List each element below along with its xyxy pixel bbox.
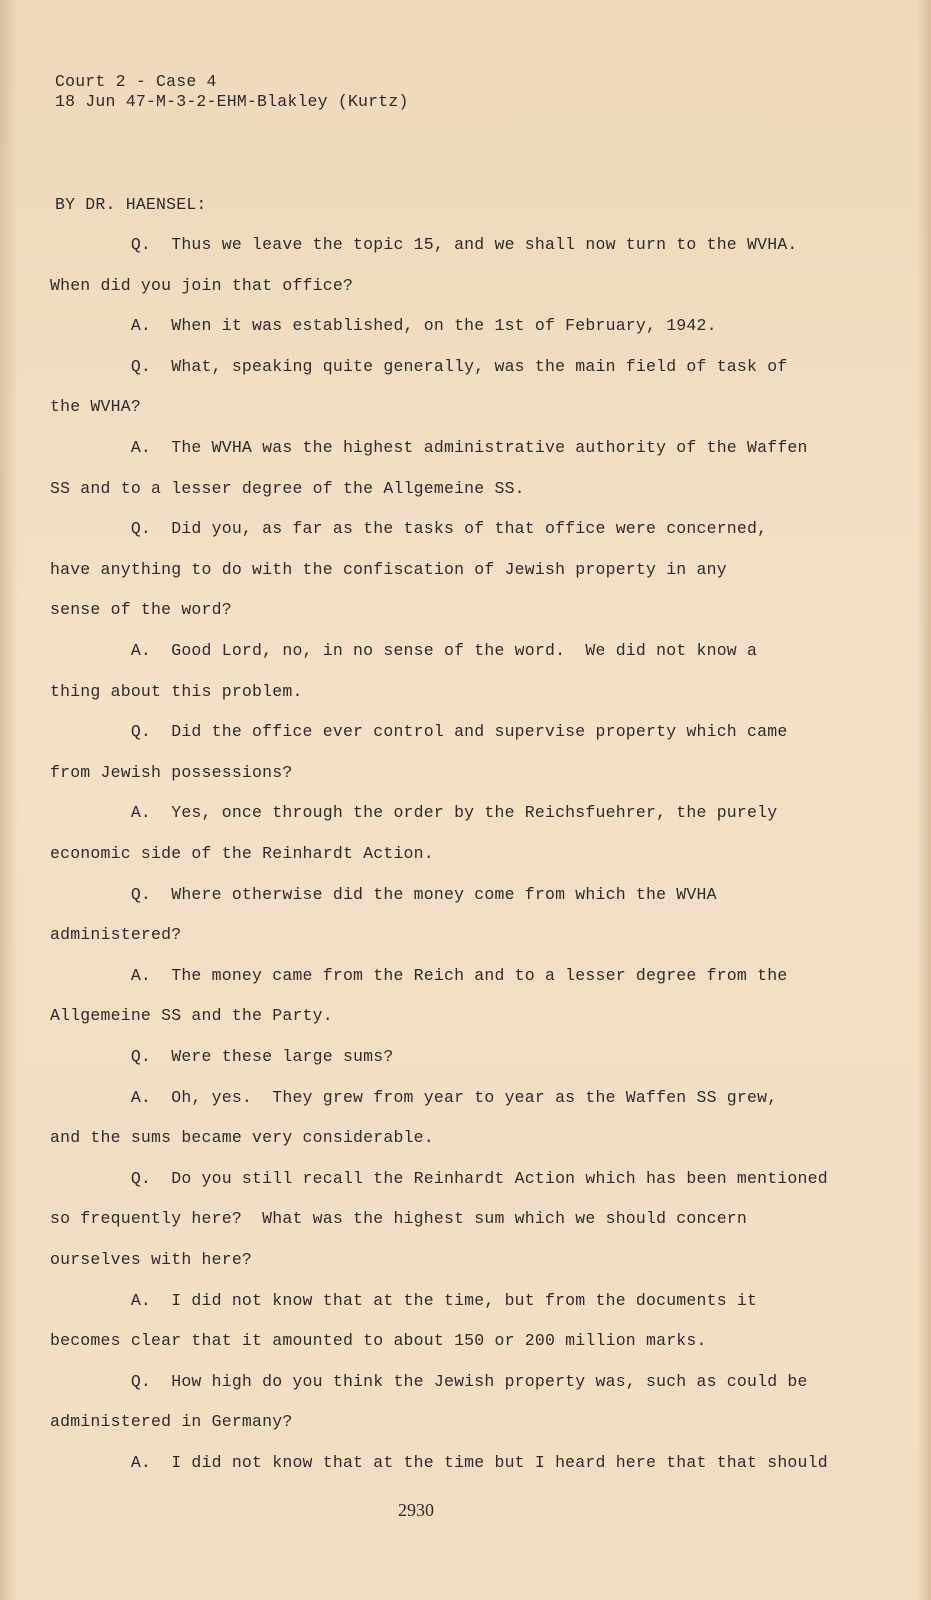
transcript-line: A. Good Lord, no, in no sense of the word. We did not know a bbox=[50, 641, 758, 660]
page-number: 2930 bbox=[398, 1500, 434, 1520]
transcript-line: SS and to a lesser degree of the Allgemeine SS. bbox=[50, 478, 525, 498]
transcript-line: Q. Were these large sums? bbox=[50, 1047, 394, 1066]
transcript-line: Q. Did the office ever control and supervise property which came bbox=[50, 722, 788, 742]
header-session-info: 18 Jun 47-M-3-2-EHM-Blakley (Kurtz) bbox=[55, 92, 409, 111]
transcript-line: thing about this problem. bbox=[50, 681, 303, 701]
transcript-line: A. Oh, yes. They grew from year to year as the Waffen SS grew, bbox=[50, 1087, 778, 1107]
examiner-heading: BY DR. HAENSEL: bbox=[55, 195, 207, 214]
transcript-line: sense of the word? bbox=[50, 600, 232, 620]
transcript-line: When did you join that office? bbox=[50, 275, 354, 295]
transcript-line: A. The money came from the Reich and to a lesser degree from the bbox=[50, 965, 788, 985]
transcript-line: economic side of the Reinhardt Action. bbox=[50, 844, 434, 863]
transcript-line: A. I did not know that at the time, but from the documents it bbox=[50, 1290, 758, 1310]
transcript-line: from Jewish possessions? bbox=[50, 762, 293, 782]
transcript-line: Q. Thus we leave the topic 15, and we shall now turn to the WVHA. bbox=[50, 235, 798, 254]
transcript-line: administered? bbox=[50, 925, 182, 945]
transcript-line: ourselves with here? bbox=[50, 1250, 253, 1269]
transcript-line: administered in Germany? bbox=[50, 1412, 293, 1432]
transcript-line: A. I did not know that at the time but I heard here that that should bbox=[50, 1453, 828, 1472]
paper-edge-left bbox=[0, 0, 18, 1600]
transcript-line: have anything to do with the confiscation of Jewish property in any bbox=[50, 559, 727, 579]
transcript-line: so frequently here? What was the highest sum which we should concern bbox=[50, 1209, 748, 1229]
transcript-line: Q. Where otherwise did the money come from which the WVHA bbox=[50, 884, 717, 904]
transcript-line: becomes clear that it amounted to about 150 or 200 million marks. bbox=[50, 1331, 707, 1351]
transcript-line: Allgemeine SS and the Party. bbox=[50, 1006, 333, 1026]
transcript-line: Q. What, speaking quite generally, was the main field of task of bbox=[50, 356, 788, 376]
header-court-case: Court 2 - Case 4 bbox=[55, 72, 217, 91]
transcript-line: the WVHA? bbox=[50, 397, 141, 417]
paper-edge-right bbox=[917, 0, 931, 1600]
transcript-line: Q. Did you, as far as the tasks of that office were concerned, bbox=[50, 519, 768, 539]
transcript-line: A. Yes, once through the order by the Reichsfuehrer, the purely bbox=[50, 803, 778, 823]
transcript-line: Q. How high do you think the Jewish property was, such as could be bbox=[50, 1371, 808, 1391]
transcript-line: A. The WVHA was the highest administrative authority of the Waffen bbox=[50, 438, 808, 457]
transcript-line: and the sums became very considerable. bbox=[50, 1128, 434, 1148]
transcript-line: Q. Do you still recall the Reinhardt Action which has been mentioned bbox=[50, 1168, 828, 1188]
transcript-line: A. When it was established, on the 1st of February, 1942. bbox=[50, 316, 717, 336]
